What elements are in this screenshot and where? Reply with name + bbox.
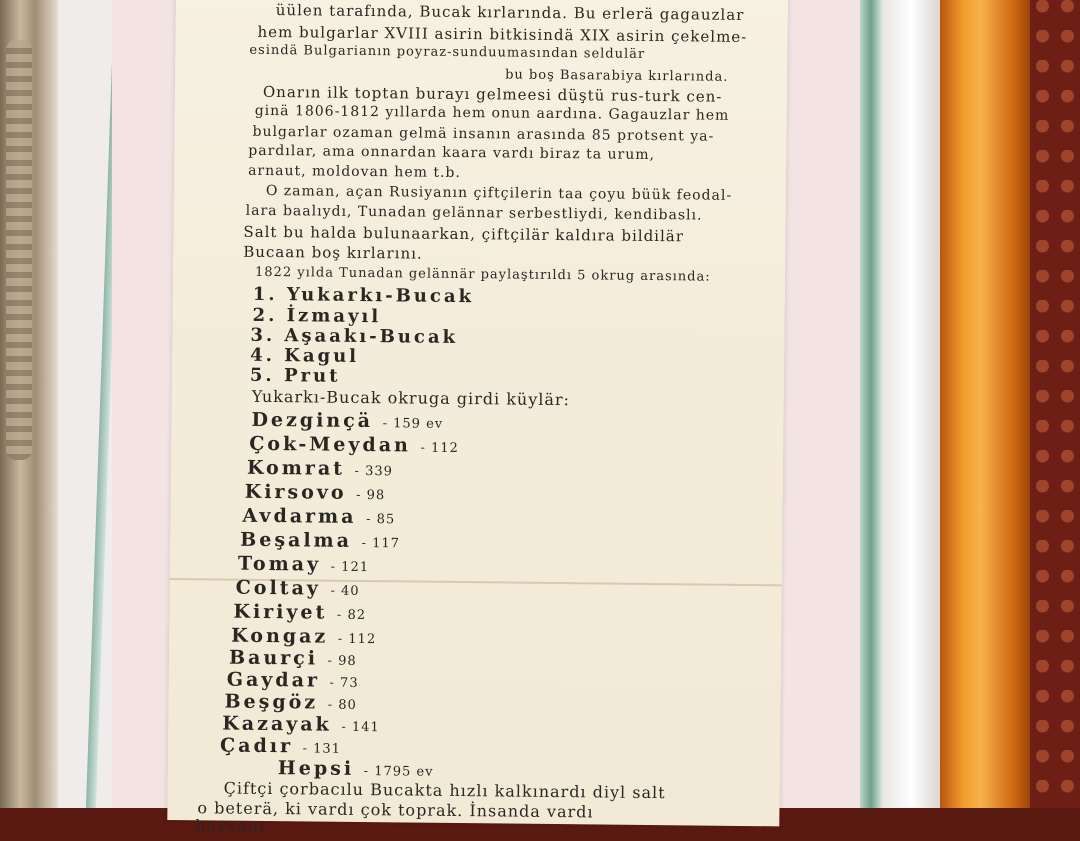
village-name: Coltay bbox=[235, 576, 321, 600]
white-strip bbox=[882, 0, 940, 808]
okrug-item: 3. Aşaakı-Bucak bbox=[250, 324, 459, 348]
orange-frame bbox=[940, 0, 1030, 808]
text-line: hem bulgarlar XVIII asirin bitkisindä XIX asirin çekelme- bbox=[257, 22, 748, 46]
village-count: - 131 bbox=[302, 741, 342, 757]
village-row bbox=[220, 735, 341, 758]
villages-intro: Yukarkı-Bucak okruga girdi küylär: bbox=[251, 386, 571, 410]
text-line: esindä Bulgarianın poyraz-sunduumasından seldulär bbox=[249, 42, 646, 62]
text-line: bu boş Basarabiya kırlarında. bbox=[505, 67, 729, 85]
village-name: Beşgöz bbox=[224, 690, 319, 714]
village-row bbox=[229, 647, 357, 670]
village-row bbox=[233, 601, 366, 624]
text-line: pardılar, ama onnardan kaara vardı biraz ta urum, bbox=[248, 142, 656, 164]
village-row bbox=[245, 481, 386, 504]
village-count: - 98 bbox=[327, 653, 357, 669]
village-count: - 339 bbox=[354, 463, 393, 480]
glass-edge-right bbox=[860, 0, 882, 808]
total-row bbox=[278, 757, 434, 781]
total-label: Hepsi bbox=[277, 757, 355, 780]
village-count: - 82 bbox=[336, 607, 367, 624]
village-name: Baurçi bbox=[228, 646, 319, 670]
text-line: hayvanı bbox=[195, 816, 266, 836]
village-count: - 73 bbox=[329, 675, 359, 691]
text-line: Çiftçi çorbacılu Bucakta hızlı kalkınardı diyl salt bbox=[223, 778, 666, 803]
village-count: - 159 ev bbox=[382, 416, 444, 432]
village-count: - 112 bbox=[337, 631, 377, 648]
village-row bbox=[240, 529, 400, 553]
village-name: Kazayak bbox=[222, 712, 332, 736]
text-line: Bucaan boş kırlarını. bbox=[243, 242, 423, 263]
village-row bbox=[247, 457, 393, 481]
text-line: arnaut, moldovan hem t.b. bbox=[248, 162, 461, 181]
village-name: Beşalma bbox=[240, 528, 353, 552]
village-count: - 112 bbox=[420, 440, 459, 456]
village-count: - 141 bbox=[341, 719, 380, 736]
village-row bbox=[227, 669, 359, 692]
text-line: lara baalıydı, Tunadan gelännar serbestliydi, kendibaslı. bbox=[245, 202, 703, 224]
text-line: O zaman, açan Rusiyanın çiftçilerin taa çoyu büük feodal- bbox=[265, 182, 733, 204]
text-line: Salt bu halda bulunaarkan, çiftçilär kaldıra bildilär bbox=[243, 222, 685, 246]
village-count: - 117 bbox=[361, 535, 401, 552]
damask-wallpaper bbox=[1030, 0, 1080, 808]
village-count: - 40 bbox=[330, 583, 360, 599]
text-line: Onarın ilk toptan burayı gelmeesi düştü rus-turk cen- bbox=[262, 82, 723, 106]
text-line: üülen tarafında, Bucak kırlarında. Bu erlerä gagauzlar bbox=[275, 1, 745, 24]
okrug-item: 4. Kagul bbox=[250, 344, 360, 367]
village-name: Komrat bbox=[246, 456, 346, 480]
okrug-item: 5. Prut bbox=[249, 364, 341, 387]
document-paper bbox=[167, 0, 788, 836]
total-count: - 1795 ev bbox=[363, 764, 434, 780]
village-name: Çadır bbox=[219, 734, 294, 758]
text-line: ginä 1806-1812 yıllarda hem onun aardına. Gagauzlar hem bbox=[254, 102, 730, 124]
okrug-item: 1. Yukarkı-Bucak bbox=[252, 283, 475, 308]
village-name: Kiriyet bbox=[233, 600, 328, 624]
village-row bbox=[249, 433, 459, 457]
village-name: Avdarma bbox=[242, 504, 357, 528]
text-line: bulgarlar ozaman gelmä insanın arasında 85 protsent ya- bbox=[252, 123, 715, 145]
text-line: o beterä, ki vardı çok toprak. İnsanda vardı bbox=[197, 798, 594, 822]
village-row bbox=[224, 691, 357, 714]
village-count: - 98 bbox=[356, 487, 386, 504]
village-count: - 121 bbox=[330, 559, 370, 576]
village-row bbox=[251, 409, 443, 433]
village-name: Gaydar bbox=[226, 668, 321, 692]
village-name: Kongaz bbox=[231, 624, 329, 648]
okrug-item: 2. İzmayıl bbox=[252, 304, 382, 328]
village-name: Çok-Meydan bbox=[249, 432, 412, 457]
left-frame bbox=[0, 0, 58, 808]
village-name: Tomay bbox=[237, 552, 322, 576]
okrug-intro: 1822 yılda Tunadan gelännär paylaştırıldı 5 okrug arasında: bbox=[254, 264, 711, 285]
village-count: - 85 bbox=[366, 512, 396, 528]
village-name: Dezginçä bbox=[251, 408, 374, 433]
village-count: - 80 bbox=[327, 697, 357, 713]
village-row bbox=[236, 577, 360, 600]
village-row bbox=[238, 553, 369, 576]
village-row bbox=[242, 505, 395, 529]
village-name: Kirsovo bbox=[244, 480, 347, 504]
village-row bbox=[231, 625, 376, 649]
frame-ornament bbox=[6, 40, 32, 460]
village-row bbox=[222, 713, 380, 737]
